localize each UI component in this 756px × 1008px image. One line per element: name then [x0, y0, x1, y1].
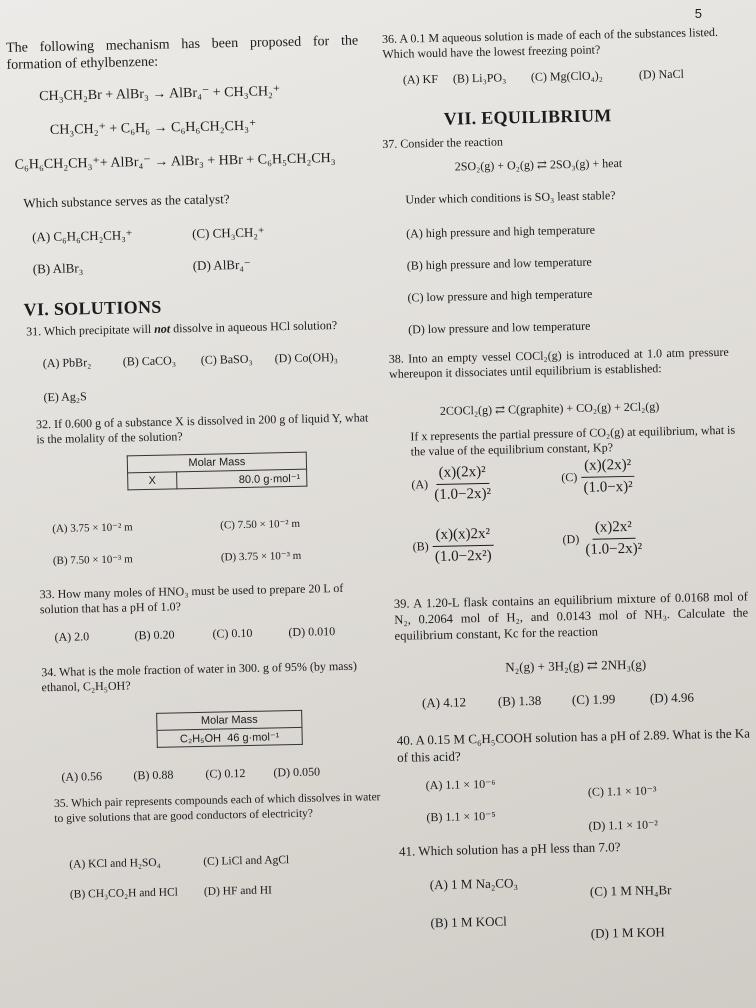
mechanism-intro: The following mechanism has been proposed for the formation of ethylbenzene: — [6, 33, 359, 73]
q37-option-d: (D) low pressure and low temperature — [408, 318, 591, 337]
molar-mass-substance: X — [128, 472, 177, 490]
q38-stem: If x represents the partial pressure of CO₂(g) at equilibrium, what is the value of the equilibrium constant, Kp? — [410, 422, 736, 459]
section-solutions-heading: VI. SOLUTIONS — [23, 296, 162, 320]
q40-option-c: (C) 1.1 × 10⁻³ — [587, 783, 657, 799]
catalyst-option-c: (C) CH₃CH₂⁺ — [191, 224, 265, 242]
question-35: 35. Which pair represents compounds each of which dissolves in water to give solutions that are good conductors of electricity? — [53, 791, 381, 826]
q37-stem: Under which conditions is SO₃ least stable? — [405, 188, 616, 207]
q38-d-denominator: (1.0−2x)² — [585, 540, 643, 558]
q38-b-denominator: (1.0−2x²) — [434, 547, 492, 566]
question-32: 32. If 0.600 g of a substance X is dissolved in 200 g of liquid Y, what is the molality of the solution? — [35, 410, 369, 447]
q34-option-c: (C) 0.12 — [205, 766, 246, 781]
q38-a-numerator: (x)(2x)² — [436, 464, 489, 485]
exam-sheet — [0, 24, 756, 1008]
q37-option-a: (A) high pressure and high temperature — [405, 222, 596, 241]
section-equilibrium-heading: VII. EQUILIBRIUM — [443, 105, 612, 129]
question-41: 41. Which solution has a pH less than 7.0? — [398, 839, 621, 859]
q38-c-label: (C) — [561, 470, 578, 485]
q38-option-a — [411, 464, 497, 505]
catalyst-option-b: (B) AlBr₃ — [32, 260, 84, 277]
question-36: 36. A 0.1 M aqueous solution is made of each of the substances listed. Which would have the lowest freezing point? — [381, 24, 719, 61]
question-33: 33. How many moles of HNO₃ must be used to prepare 20 L of solution that has a pH of 1.0? — [39, 580, 344, 617]
molar-mass-table-ethanol — [156, 710, 303, 748]
q36-option-d: (D) NaCl — [638, 66, 685, 82]
q34-option-a: (A) 0.56 — [61, 769, 103, 784]
q31-option-d: (D) Co(OH)₃ — [274, 349, 339, 366]
molar-mass-row — [157, 727, 302, 747]
q40-option-a: (A) 1.1 × 10⁻⁶ — [425, 776, 496, 793]
molar-mass-substance: C₂H₅OH — [179, 732, 222, 745]
catalyst-option-a: (A) C₆H₆CH₂CH₃⁺ — [31, 227, 133, 245]
q31-option-a: (A) PbBr₂ — [42, 355, 92, 371]
catalyst-option-d: (D) AlBr₄⁻ — [192, 256, 251, 274]
q41-option-a: (A) 1 M Na₂CO₃ — [429, 875, 519, 893]
q39-equation: N₂(g) + 3H₂(g) ⇄ 2NH₃(g) — [505, 656, 647, 675]
q38-d-label: (D) — [562, 531, 580, 547]
molar-mass-header: Molar Mass — [157, 710, 302, 730]
q40-option-d: (D) 1.1 × 10⁻² — [588, 817, 659, 833]
q38-equation: 2COCl₂(g) ⇄ C(graphite) + CO₂(g) + 2Cl₂(g) — [439, 399, 660, 418]
q38-option-d — [562, 519, 648, 560]
q35-option-c: (C) LiCl and AgCl — [203, 854, 290, 868]
q32-option-a: (A) 3.75 × 10⁻² m — [52, 521, 133, 536]
q38-option-b — [412, 526, 498, 567]
q31-option-c: (C) BaSO₃ — [200, 351, 253, 367]
q38-a-denominator: (1.0−2x)² — [434, 485, 492, 504]
q41-option-c: (C) 1 M NH₄Br — [589, 882, 672, 899]
q38-c-numerator: (x)(2x)² — [581, 457, 634, 478]
left-column — [6, 32, 381, 901]
q31-number: 31. — [25, 324, 42, 339]
q31-text-pre: Which precipitate will — [43, 321, 155, 339]
q38-d-numerator: (x)2x² — [592, 519, 635, 540]
mechanism-step-1: CH₃CH₂Br + AlBr₃ → AlBr₄⁻ + CH₃CH₂⁺ — [39, 84, 281, 105]
molar-mass-value: 46 g·mol⁻¹ — [227, 730, 280, 744]
q33-option-c: (C) 0.10 — [212, 625, 253, 641]
q39-option-c: (C) 1.99 — [571, 691, 616, 708]
mechanism-step-2: CH₃CH₂⁺ + C₆H₆ → C₆H₆CH₂CH₃⁺ — [49, 118, 257, 138]
q35-option-d: (D) HF and HI — [203, 884, 273, 898]
q38-a-fraction — [431, 464, 495, 504]
q31-option-e: (E) Ag₂S — [43, 389, 87, 405]
q37-option-b: (B) high pressure and low temperature — [406, 254, 592, 273]
question-38: 38. Into an empty vessel COCl₂(g) is introduced at 1.0 atm pressure whereupon it dissociates until equilibrium is established: — [388, 344, 729, 381]
catalyst-question: Which substance serves as the catalyst? — [23, 191, 230, 211]
question-39: 39. A 1.20-L flask contains an equilibrium mixture of 0.0168 mol of N₂, 0.2064 mol of H₂, and 0.0143 mol of NH₃. Calculate the equilibrium constant, Kc for the reaction — [393, 589, 749, 643]
molar-mass-value: 80.0 g·mol⁻¹ — [177, 469, 307, 489]
q32-option-b: (B) 7.50 × 10⁻³ m — [52, 553, 133, 568]
q40-option-b: (B) 1.1 × 10⁻⁵ — [426, 808, 496, 825]
q39-option-a: (A) 4.12 — [421, 694, 467, 711]
molar-mass-table-x — [127, 452, 308, 491]
q39-option-d: (D) 4.96 — [649, 689, 695, 706]
q31-emphasis: not — [154, 321, 171, 336]
q41-option-b: (B) 1 M KOCl — [430, 913, 507, 931]
q31-text-post: dissolve in aqueous HCl solution? — [170, 318, 338, 336]
q34-option-d: (D) 0.050 — [273, 764, 321, 780]
q37-equation: 2SO₂(g) + O₂(g) ⇄ 2SO₃(g) + heat — [454, 155, 623, 174]
q33-option-b: (B) 0.20 — [134, 627, 175, 643]
q38-b-numerator: (x)(x)2x² — [432, 526, 493, 547]
q41-option-d: (D) 1 M KOH — [590, 924, 666, 941]
q38-c-denominator: (1.0−x)² — [583, 478, 633, 496]
q38-b-label: (B) — [412, 539, 429, 554]
q34-option-b: (B) 0.88 — [133, 767, 174, 783]
q38-d-fraction — [582, 519, 646, 559]
q35-option-a: (A) KCl and H₂SO₄ — [69, 856, 161, 871]
page-number: 5 — [694, 6, 702, 21]
q32-option-d: (D) 3.75 × 10⁻³ m — [220, 549, 302, 564]
q38-b-fraction — [431, 526, 495, 566]
q36-option-a: (A) KF — [402, 71, 439, 87]
q35-option-b: (B) CH₃CO₂H and HCl — [69, 886, 179, 901]
question-40: 40. A 0.15 M C₆H₅COOH solution has a pH of 2.89. What is the Ka of this acid? — [396, 725, 751, 765]
q36-option-c: (C) Mg(ClO₄)₂ — [530, 68, 604, 84]
q33-option-d: (D) 0.010 — [288, 624, 336, 640]
q31-option-b: (B) CaCO₃ — [122, 353, 177, 369]
q37-option-c: (C) low pressure and high temperature — [407, 286, 593, 305]
molar-mass-header: Molar Mass — [127, 452, 306, 473]
q36-option-b: (B) Li₃PO₃ — [452, 70, 507, 86]
right-column — [381, 24, 751, 941]
question-37: 37. Consider the reaction — [382, 134, 504, 152]
q33-option-a: (A) 2.0 — [54, 629, 90, 644]
q38-c-fraction — [580, 457, 636, 497]
q32-option-c: (C) 7.50 × 10⁻² m — [220, 517, 301, 532]
q38-a-label: (A) — [411, 477, 429, 492]
question-34: 34. What is the mole fraction of water in 300. g of 95% (by mass) ethanol, C₂H₅OH? — [41, 658, 358, 695]
q39-option-b: (B) 1.38 — [497, 692, 542, 709]
q38-option-c — [561, 457, 639, 498]
mechanism-step-3: C₆H₆CH₂CH₃⁺+ AlBr₄⁻ → AlBr₃ + HBr + C₆H₅CH₂CH₃ — [14, 150, 336, 173]
question-31 — [26, 317, 337, 340]
